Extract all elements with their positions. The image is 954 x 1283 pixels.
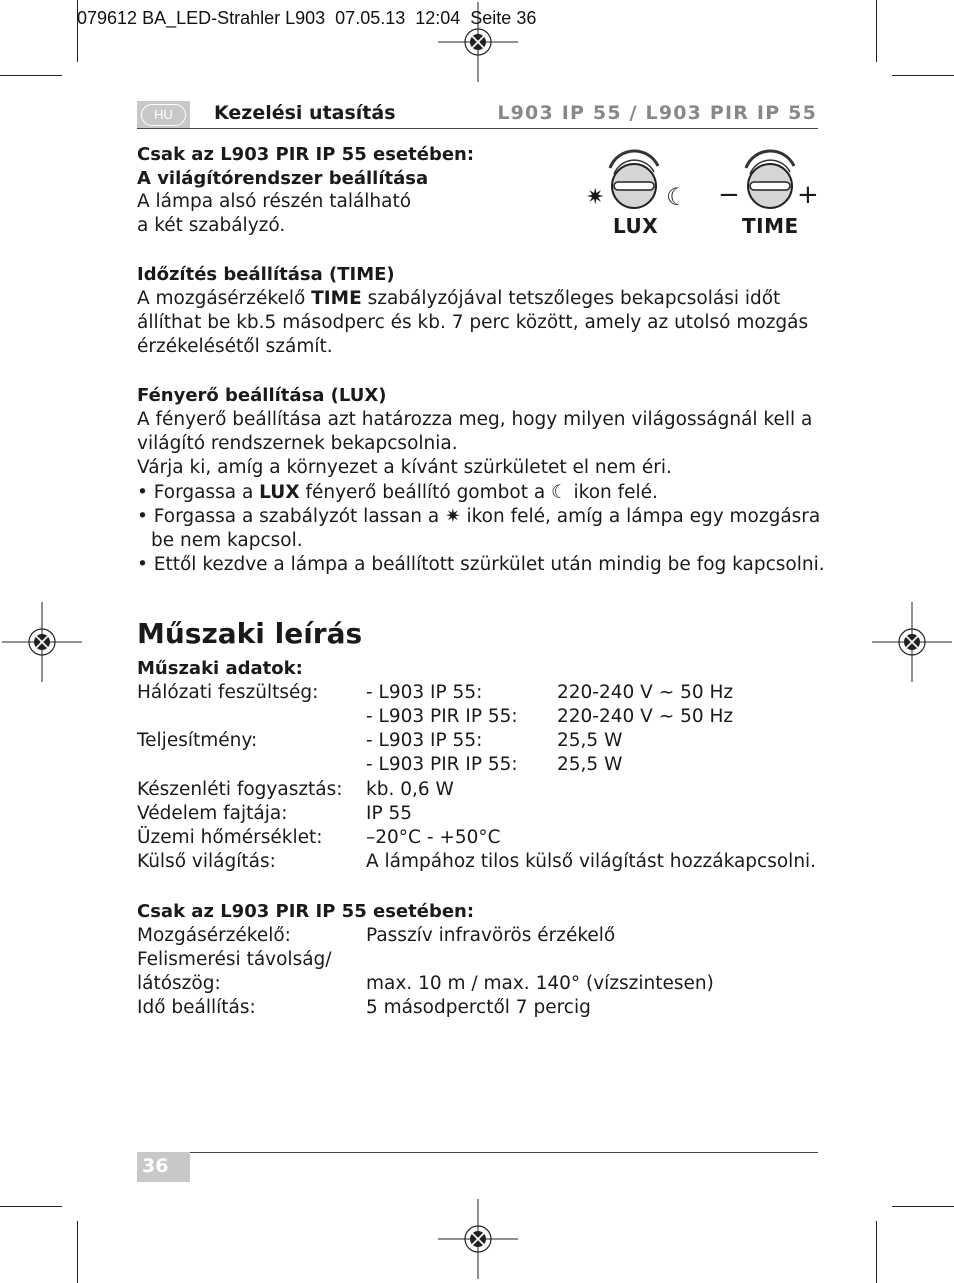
crop-mark: [77, 1221, 78, 1283]
registration-mark-icon: [438, 1199, 518, 1279]
time-label: TIME: [742, 214, 799, 238]
spec-label: Hálózati feszültség:: [137, 682, 319, 703]
spec-model: - L903 PIR IP 55:: [366, 754, 518, 775]
time-line: állíthat be kb.5 másodperc és kb. 7 perc között, amely az utolsó mozgás: [137, 312, 809, 333]
intro-heading-1: Csak az L903 PIR IP 55 esetében:: [137, 144, 475, 165]
spec-model: IP 55: [366, 803, 413, 824]
time-line: [137, 287, 780, 311]
lux-bullet-text: • Forgassa a: [137, 482, 260, 503]
plus-icon: +: [797, 180, 819, 210]
spec-label: Mozgásérzékelő:: [137, 925, 291, 946]
lux-bullet-text: fényerő beállító gombot a ☾ ikon felé.: [299, 482, 658, 503]
spec-value: 220-240 V ~ 50 Hz: [557, 682, 734, 703]
spec-model: kb. 0,6 W: [366, 779, 454, 800]
moon-icon: ☾: [666, 183, 688, 211]
spec-value: 5 másodperctől 7 percig: [366, 997, 591, 1018]
specs-title: Műszaki leírás: [137, 617, 363, 650]
lux-line: A fényerő beállítása azt határozza meg, hogy milyen világosságnál kell a: [137, 409, 813, 430]
spec-model: A lámpához tilos külső világítást hozzákapcsolni.: [366, 851, 817, 872]
intro-line: a két szabályzó.: [137, 215, 286, 236]
spec-model: - L903 IP 55:: [366, 730, 483, 751]
time-heading: Időzítés beállítása (TIME): [137, 264, 395, 285]
sun-icon: ✷: [586, 185, 605, 210]
spec-label: Készenléti fogyasztás:: [137, 779, 343, 800]
lux-line: világító rendszernek bekapcsolnia.: [137, 433, 458, 454]
crop-mark: [876, 1221, 877, 1283]
spec-model: - L903 IP 55:: [366, 682, 483, 703]
crop-mark: [876, 0, 877, 62]
crop-mark: [0, 1206, 62, 1207]
print-header: 079612 BA_LED-Strahler L903 07.05.13 12:04 Seite 36: [77, 8, 537, 28]
time-line-text: A mozgásérzékelő: [137, 288, 312, 309]
header-divider: [137, 128, 818, 129]
spec-label: Védelem fajtája:: [137, 803, 288, 824]
pir-heading: Csak az L903 PIR IP 55 esetében:: [137, 901, 475, 922]
lux-keyword: LUX: [259, 482, 300, 503]
lux-bullet: • Forgassa a szabályzót lassan a ✷ ikon felé, amíg a lámpa egy mozgásra: [137, 506, 821, 527]
registration-mark-icon: [872, 602, 952, 682]
page-number: 36: [142, 1155, 169, 1177]
spec-model: - L903 PIR IP 55:: [366, 706, 518, 727]
crop-mark: [892, 1206, 954, 1207]
spec-value: max. 10 m / max. 140° (vízszintesen): [366, 973, 714, 994]
lux-bullet-continuation: be nem kapcsol.: [151, 530, 303, 551]
section-title: Kezelési utasítás: [214, 102, 396, 124]
spec-value: 220-240 V ~ 50 Hz: [557, 706, 734, 727]
spec-label: Idő beállítás:: [137, 997, 256, 1018]
spec-label: Felismerési távolság/: [137, 949, 332, 970]
lux-heading: Fényerő beállítása (LUX): [137, 385, 387, 406]
spec-label: Üzemi hőmérséklet:: [137, 827, 323, 848]
time-line-text: szabályzójával tetszőleges bekapcsolási időt: [361, 288, 781, 309]
crop-mark: [892, 75, 954, 76]
spec-model: –20°C - +50°C: [366, 827, 501, 848]
time-line: érzékelésétől számít.: [137, 336, 333, 357]
registration-mark-icon: [2, 602, 82, 682]
language-badge: HU: [141, 104, 186, 126]
spec-value: 25,5 W: [557, 730, 623, 751]
spec-label: Külső világítás:: [137, 851, 276, 872]
spec-label: Teljesítmény:: [137, 730, 258, 751]
spec-value: Passzív infravörös érzékelő: [366, 925, 616, 946]
spec-value: 25,5 W: [557, 754, 623, 775]
lux-bullet: • Ettől kezdve a lámpa a beállított szürkület után mindig be fog kapcsolni.: [137, 554, 825, 575]
lux-line: Várja ki, amíg a környezet a kívánt szürkületet el nem éri.: [137, 457, 672, 478]
specs-subtitle: Műszaki adatok:: [137, 658, 303, 679]
model-title: L903 IP 55 / L903 PIR IP 55: [497, 102, 817, 124]
footer-divider: [137, 1152, 818, 1153]
intro-heading-2: A világítórendszer beállítása: [137, 168, 429, 189]
intro-line: A lámpa alsó részén található: [137, 191, 412, 212]
spec-label: látószög:: [137, 973, 221, 994]
time-keyword: TIME: [311, 288, 362, 309]
lux-label: LUX: [613, 214, 659, 238]
minus-icon: −: [718, 180, 740, 210]
lux-bullet: [137, 481, 658, 505]
crop-mark: [0, 75, 62, 76]
